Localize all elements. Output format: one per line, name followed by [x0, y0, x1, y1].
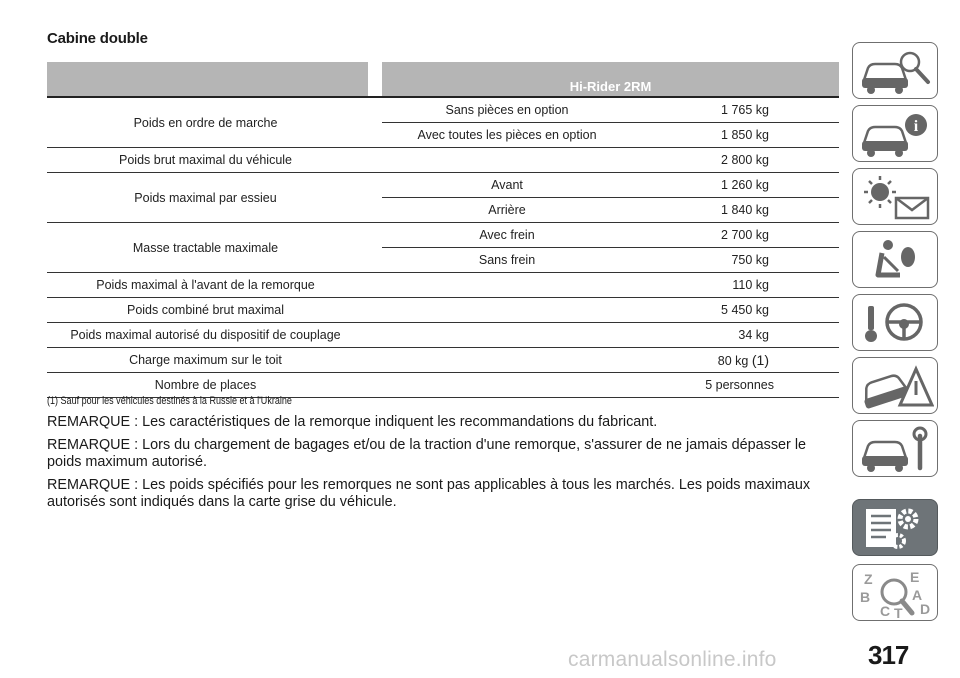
watermark: carmanualsonline.info — [568, 648, 777, 671]
index-letter: C — [880, 603, 891, 619]
page-title: Cabine double — [47, 30, 148, 47]
roof-load-value: 80 kg — [717, 354, 749, 368]
row-label: Charge maximum sur le toit — [47, 348, 368, 373]
car-wrench-icon — [858, 424, 934, 474]
table-row — [47, 273, 839, 298]
warning-light-envelope-icon — [858, 172, 934, 222]
row-label: Poids maximal autorisé du dispositif de couplage — [47, 323, 368, 348]
specs-list-gear-icon — [858, 503, 934, 553]
table-row — [47, 298, 839, 323]
row-sublabel: Avant — [382, 173, 632, 198]
row-value: 5 personnes — [632, 373, 839, 398]
tab-technical-specs[interactable] — [852, 499, 938, 556]
car-breakdown-triangle-icon — [858, 361, 934, 411]
steering-wheel-key-icon — [858, 298, 934, 348]
footnote-ref: (1) — [751, 352, 769, 368]
tab-driving[interactable] — [852, 294, 938, 351]
row-label: Nombre de places — [47, 373, 368, 398]
row-value: 2 800 kg — [632, 148, 839, 173]
airbag-seat-icon — [858, 235, 934, 285]
table-row — [47, 323, 839, 348]
row-label: Poids maximal par essieu — [47, 173, 368, 223]
footnote: (1) Sauf pour les véhicules destinés à la Russie et à l'Ukraine — [47, 395, 292, 407]
row-value: 1 840 kg — [632, 198, 839, 223]
row-value — [632, 348, 839, 373]
index-letter: E — [910, 569, 920, 585]
svg-text:i: i — [913, 118, 919, 135]
row-sublabel: Sans pièces en option — [382, 97, 632, 123]
index-letter: T — [894, 605, 903, 620]
table-row — [47, 223, 839, 248]
alphabet-index-icon — [858, 568, 934, 620]
tab-warning-lights[interactable] — [852, 168, 938, 225]
remarks — [47, 414, 837, 517]
row-value: 34 kg — [632, 323, 839, 348]
tab-car-info[interactable] — [852, 105, 938, 162]
index-letter: Z — [864, 571, 873, 587]
table-row — [47, 148, 839, 173]
index-letter: A — [912, 587, 923, 603]
row-sublabel: Arrière — [382, 198, 632, 223]
row-label: Masse tractable maximale — [47, 223, 368, 273]
remark-paragraph: REMARQUE : Les caractéristiques de la remorque indiquent les recommandations du fabricant. — [47, 414, 658, 430]
row-value: 2 700 kg — [632, 223, 839, 248]
table-row — [47, 348, 839, 373]
row-sublabel: Avec toutes les pièces en option — [382, 123, 632, 148]
row-label: Poids combiné brut maximal — [47, 298, 368, 323]
tab-emergency[interactable] — [852, 357, 938, 414]
row-value: 5 450 kg — [632, 298, 839, 323]
row-label: Poids maximal à l'avant de la remorque — [47, 273, 368, 298]
weights-table — [47, 62, 839, 398]
tab-index[interactable] — [852, 564, 938, 621]
remark-paragraph: REMARQUE : Les poids spécifiés pour les remorques ne sont pas applicables à tous les marchés. Les poids maximaux autorisés sont indiqués dans la carte grise du véhicule. — [47, 477, 811, 510]
car-info-icon — [858, 109, 934, 159]
row-label: Poids en ordre de marche — [47, 97, 368, 148]
table-row — [47, 97, 839, 123]
row-value: 1 850 kg — [632, 123, 839, 148]
row-sublabel: Avec frein — [382, 223, 632, 248]
table-header-row — [47, 62, 839, 97]
row-value: 1 260 kg — [632, 173, 839, 198]
row-value: 1 765 kg — [632, 97, 839, 123]
tab-maintenance[interactable] — [852, 420, 938, 477]
row-value: 110 kg — [632, 273, 839, 298]
index-letter: B — [860, 589, 871, 605]
row-sublabel: Sans frein — [382, 248, 632, 273]
tab-car-search[interactable] — [852, 42, 938, 99]
tab-safety[interactable] — [852, 231, 938, 288]
row-label: Poids brut maximal du véhicule — [47, 148, 368, 173]
table-row — [47, 373, 839, 398]
car-search-icon — [858, 46, 934, 96]
model-header: Hi-Rider 2RM — [382, 62, 839, 97]
row-value: 750 kg — [632, 248, 839, 273]
table-row — [47, 173, 839, 198]
remark-paragraph: REMARQUE : Lors du chargement de bagages et/ou de la traction d'une remorque, s'assurer de ne jamais dépasser le poids maximum autorisé. — [47, 437, 807, 470]
page-number: 317 — [868, 640, 909, 670]
index-letter: D — [920, 601, 931, 617]
